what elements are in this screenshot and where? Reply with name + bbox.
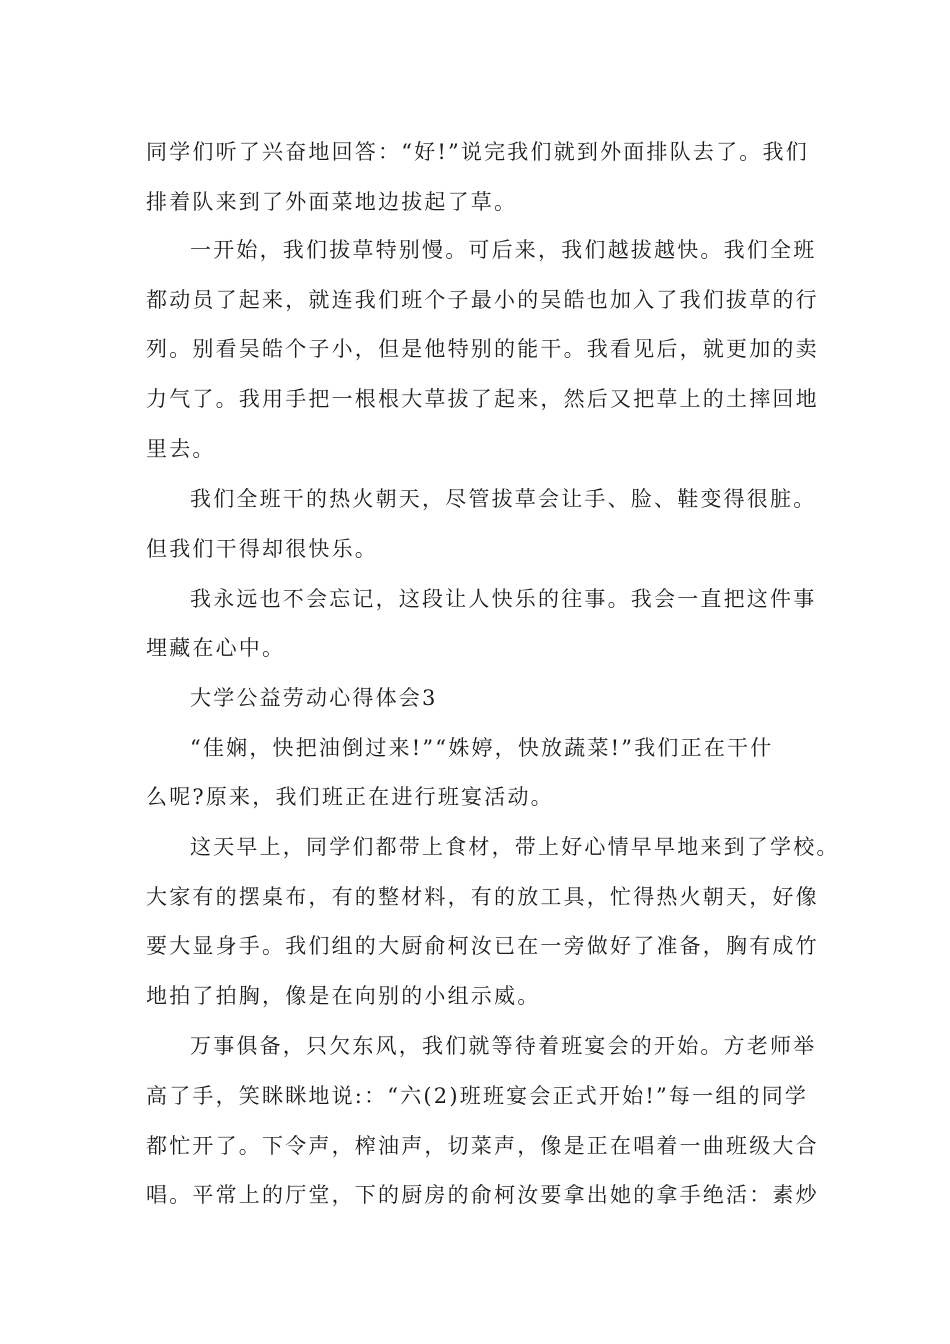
section-heading: 大学公益劳动心得体会3 (190, 686, 438, 710)
text-line: 都动员了起来，就连我们班个子最小的吴皓也加入了我们拔草的行 (146, 288, 819, 312)
text-line: 但我们干得却很快乐。 (146, 537, 378, 561)
text-line: 列。别看吴皓个子小，但是他特别的能干。我看见后，就更加的卖 (146, 337, 819, 361)
text-line: 要大显身手。我们组的大厨俞柯汝已在一旁做好了准备，胸有成竹 (146, 934, 819, 958)
text-line: “佳娴，快把油倒过来!”“姝婷，快放蔬菜!”我们正在干什 (190, 736, 774, 760)
text-line: 里去。 (146, 437, 216, 461)
text-line: 大家有的摆桌布，有的整材料，有的放工具，忙得热火朝天，好像 (146, 885, 819, 909)
text-line: 同学们听了兴奋地回答：“好!”说完我们就到外面排队去了。我们 (146, 140, 809, 164)
text-line: 埋藏在心中。 (146, 636, 286, 660)
text-line: 我们全班干的热火朝天，尽管拔草会让手、脸、鞋变得很脏。 (190, 487, 817, 511)
text-line: 万事俱备，只欠东风，我们就等待着班宴会的开始。方老师举 (190, 1034, 817, 1058)
text-line: 地拍了拍胸，像是在向别的小组示威。 (146, 984, 541, 1008)
text-line: 唱。平常上的厅堂，下的厨房的俞柯汝要拿出她的拿手绝活：素炒 (146, 1183, 819, 1207)
text-line: 都忙开了。下令声，榨油声，切菜声，像是正在唱着一曲班级大合 (146, 1134, 819, 1158)
text-line: 高了手，笑眯眯地说:：“六(2)班班宴会正式开始!”每一组的同学 (146, 1084, 809, 1108)
text-line: 这天早上，同学们都带上食材，带上好心情早早地来到了学校。 (190, 835, 840, 859)
text-line: 排着队来到了外面菜地边拔起了草。 (146, 190, 518, 214)
text-line: 一开始，我们拔草特别慢。可后来，我们越拔越快。我们全班 (190, 238, 817, 262)
text-line: 我永远也不会忘记，这段让人快乐的往事。我会一直把这件事 (190, 587, 817, 611)
text-line: 么呢?原来，我们班正在进行班宴活动。 (146, 785, 554, 809)
text-line: 力气了。我用手把一根根大草拔了起来，然后又把草上的土摔回地 (146, 387, 819, 411)
